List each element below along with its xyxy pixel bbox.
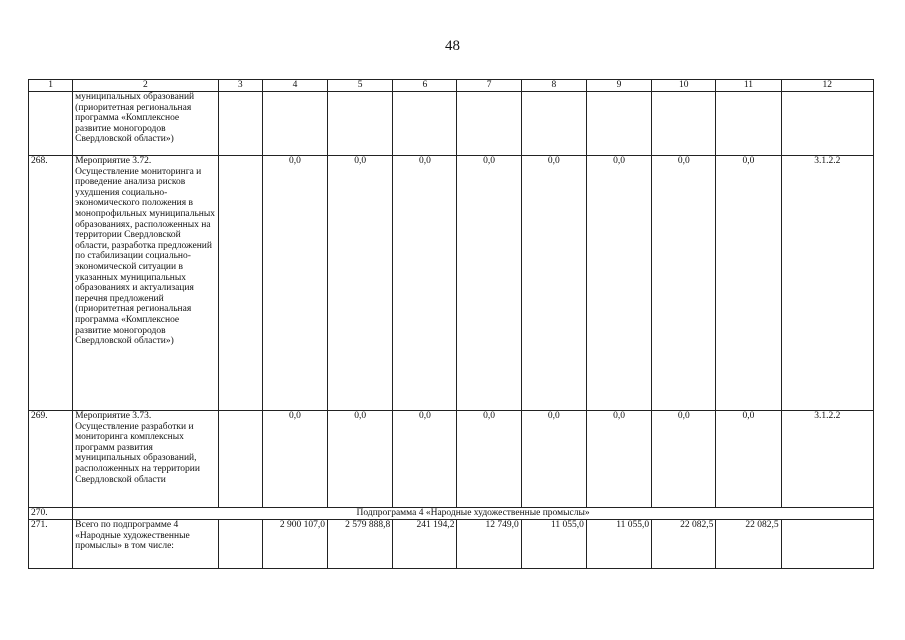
column-header: 3 [218,80,262,92]
column-header: 9 [586,80,651,92]
row-value: 0,0 [457,411,521,508]
row-col3 [218,520,262,569]
column-header: 10 [652,80,716,92]
row-value: 0,0 [586,156,651,411]
row-value: 0,0 [457,156,521,411]
row-value: 0,0 [716,156,781,411]
row-number [29,92,73,156]
row-value: 0,0 [652,411,716,508]
row-number: 268. [29,156,73,411]
row-value [328,92,393,156]
row-value: 22 082,5 [652,520,716,569]
row-value [652,92,716,156]
row-description: Мероприятие 3.72. Осуществление мониторинга и проведение анализа рисков ухудшения социально-экономического положения в монопрофильных муниципальных образованиях, расположенных на территории Свердловской области, разработка предложений по стабилизации социально-экономической ситуации в указанных муниципальных образованиях и актуализация перечня предложений (приоритетная региональная программа «Комплексное развитие моногородов Свердловской области») [73,156,219,411]
column-header: 12 [781,80,873,92]
row-value [586,92,651,156]
row-value: 241 194,2 [393,520,457,569]
column-header: 6 [393,80,457,92]
program-table [28,79,874,569]
table-row [29,411,874,508]
table-row [29,508,874,520]
row-target [781,520,873,569]
column-header: 5 [328,80,393,92]
row-description: муниципальных образований (приоритетная региональная программа «Комплексное развитие моногородов Свердловской области») [73,92,219,156]
row-value [521,92,586,156]
row-target [781,92,873,156]
row-value [262,92,327,156]
row-number: 270. [29,508,73,520]
row-value: 22 082,5 [716,520,781,569]
row-value: 11 055,0 [586,520,651,569]
column-header: 8 [521,80,586,92]
column-header: 11 [716,80,781,92]
row-target: 3.1.2.2 [781,156,873,411]
row-value [457,92,521,156]
column-header: 7 [457,80,521,92]
subprogram-title: Подпрограмма 4 «Народные художественные промыслы» [73,508,874,520]
row-number: 271. [29,520,73,569]
row-value: 0,0 [393,156,457,411]
table-row [29,156,874,411]
row-value: 2 900 107,0 [262,520,327,569]
row-value: 11 055,0 [521,520,586,569]
row-value: 0,0 [262,156,327,411]
column-number-header [29,80,874,92]
row-value [716,92,781,156]
row-description: Всего по подпрограмме 4 «Народные художественные промыслы» в том числе: [73,520,219,569]
row-description: Мероприятие 3.73. Осуществление разработки и мониторинга комплексных программ развития муниципальных образований, расположенных на территории Свердловской области [73,411,219,508]
row-value [393,92,457,156]
table-row [29,92,874,156]
row-value: 0,0 [521,411,586,508]
row-value: 0,0 [716,411,781,508]
row-value: 0,0 [262,411,327,508]
row-value: 2 579 888,8 [328,520,393,569]
table-row [29,520,874,569]
row-target: 3.1.2.2 [781,411,873,508]
row-value: 0,0 [328,411,393,508]
row-col3 [218,156,262,411]
row-col3 [218,411,262,508]
row-value: 0,0 [521,156,586,411]
row-number: 269. [29,411,73,508]
row-value: 0,0 [328,156,393,411]
row-col3 [218,92,262,156]
page-number: 48 [445,38,460,54]
column-header: 1 [29,80,73,92]
row-value: 0,0 [652,156,716,411]
row-value: 12 749,0 [457,520,521,569]
row-value: 0,0 [586,411,651,508]
column-header: 4 [262,80,327,92]
row-value: 0,0 [393,411,457,508]
column-header: 2 [73,80,219,92]
